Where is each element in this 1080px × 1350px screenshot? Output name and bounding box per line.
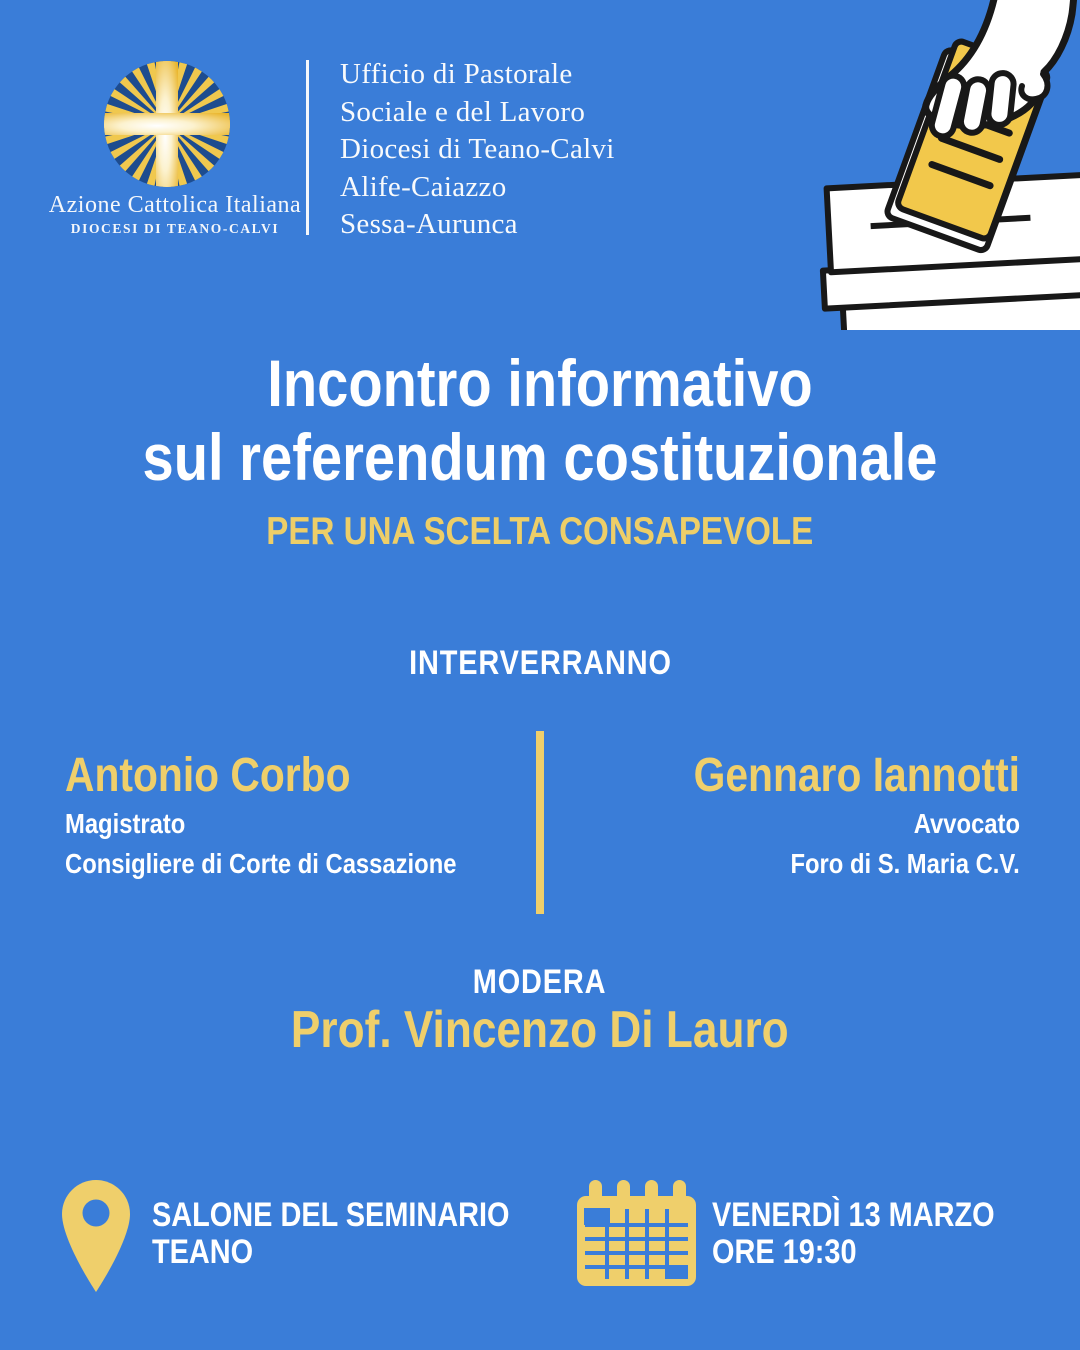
office-line: Sociale e del Lavoro	[340, 95, 586, 128]
speaker-name: Gennaro Iannotti	[693, 749, 1020, 802]
speakers-heading: INTERVERRANNO	[408, 644, 672, 682]
office-line: Ufficio di Pastorale	[340, 58, 573, 90]
location-line2: TEANO	[152, 1233, 254, 1271]
office-line: Alife-Caiazzo	[340, 170, 507, 203]
speaker-name: Antonio Corbo	[65, 749, 351, 802]
org-subtitle: DIOCESI DI TEANO-CALVI	[70, 221, 280, 236]
office-line: Sessa-Aurunca	[340, 208, 518, 240]
datetime-line2: ORE 19:30	[712, 1233, 857, 1271]
speaker-role: Foro di S. Maria C.V.	[790, 848, 1020, 879]
speaker-role: Magistrato	[65, 808, 186, 839]
datetime-text	[712, 1197, 1045, 1271]
header-divider	[306, 60, 309, 235]
speaker-gennaro-iannotti	[560, 748, 1020, 884]
location-text	[152, 1197, 573, 1271]
moderator-name: Prof. Vincenzo Di Lauro	[291, 1001, 789, 1059]
speaker-role: Avvocato	[913, 808, 1020, 839]
location-line1: SALONE DEL SEMINARIO	[152, 1196, 510, 1234]
office-line: Diocesi di Teano-Calvi	[340, 133, 615, 165]
event-title	[0, 346, 1080, 494]
event-title-line1: Incontro informativo	[267, 346, 813, 420]
azione-cattolica-logo-icon	[103, 60, 231, 188]
speaker-antonio-corbo	[65, 748, 525, 884]
event-title-line2: sul referendum costituzionale	[142, 420, 938, 494]
map-pin-icon	[62, 1180, 130, 1292]
org-name: Azione Cattolica Italiana	[48, 192, 302, 218]
office-block	[340, 56, 615, 244]
calendar-icon	[577, 1180, 697, 1288]
moderator-heading: MODERA	[473, 963, 607, 1001]
datetime-line1: VENERDÌ 13 MARZO	[712, 1196, 995, 1234]
speakers-divider	[536, 731, 544, 914]
event-subtitle: PER UNA SCELTA CONSAPEVOLE	[266, 510, 814, 553]
ballot-box-hand-illustration	[810, 0, 1080, 330]
speaker-role: Consigliere di Corte di Cassazione	[65, 848, 457, 879]
logo-caption	[40, 192, 310, 237]
